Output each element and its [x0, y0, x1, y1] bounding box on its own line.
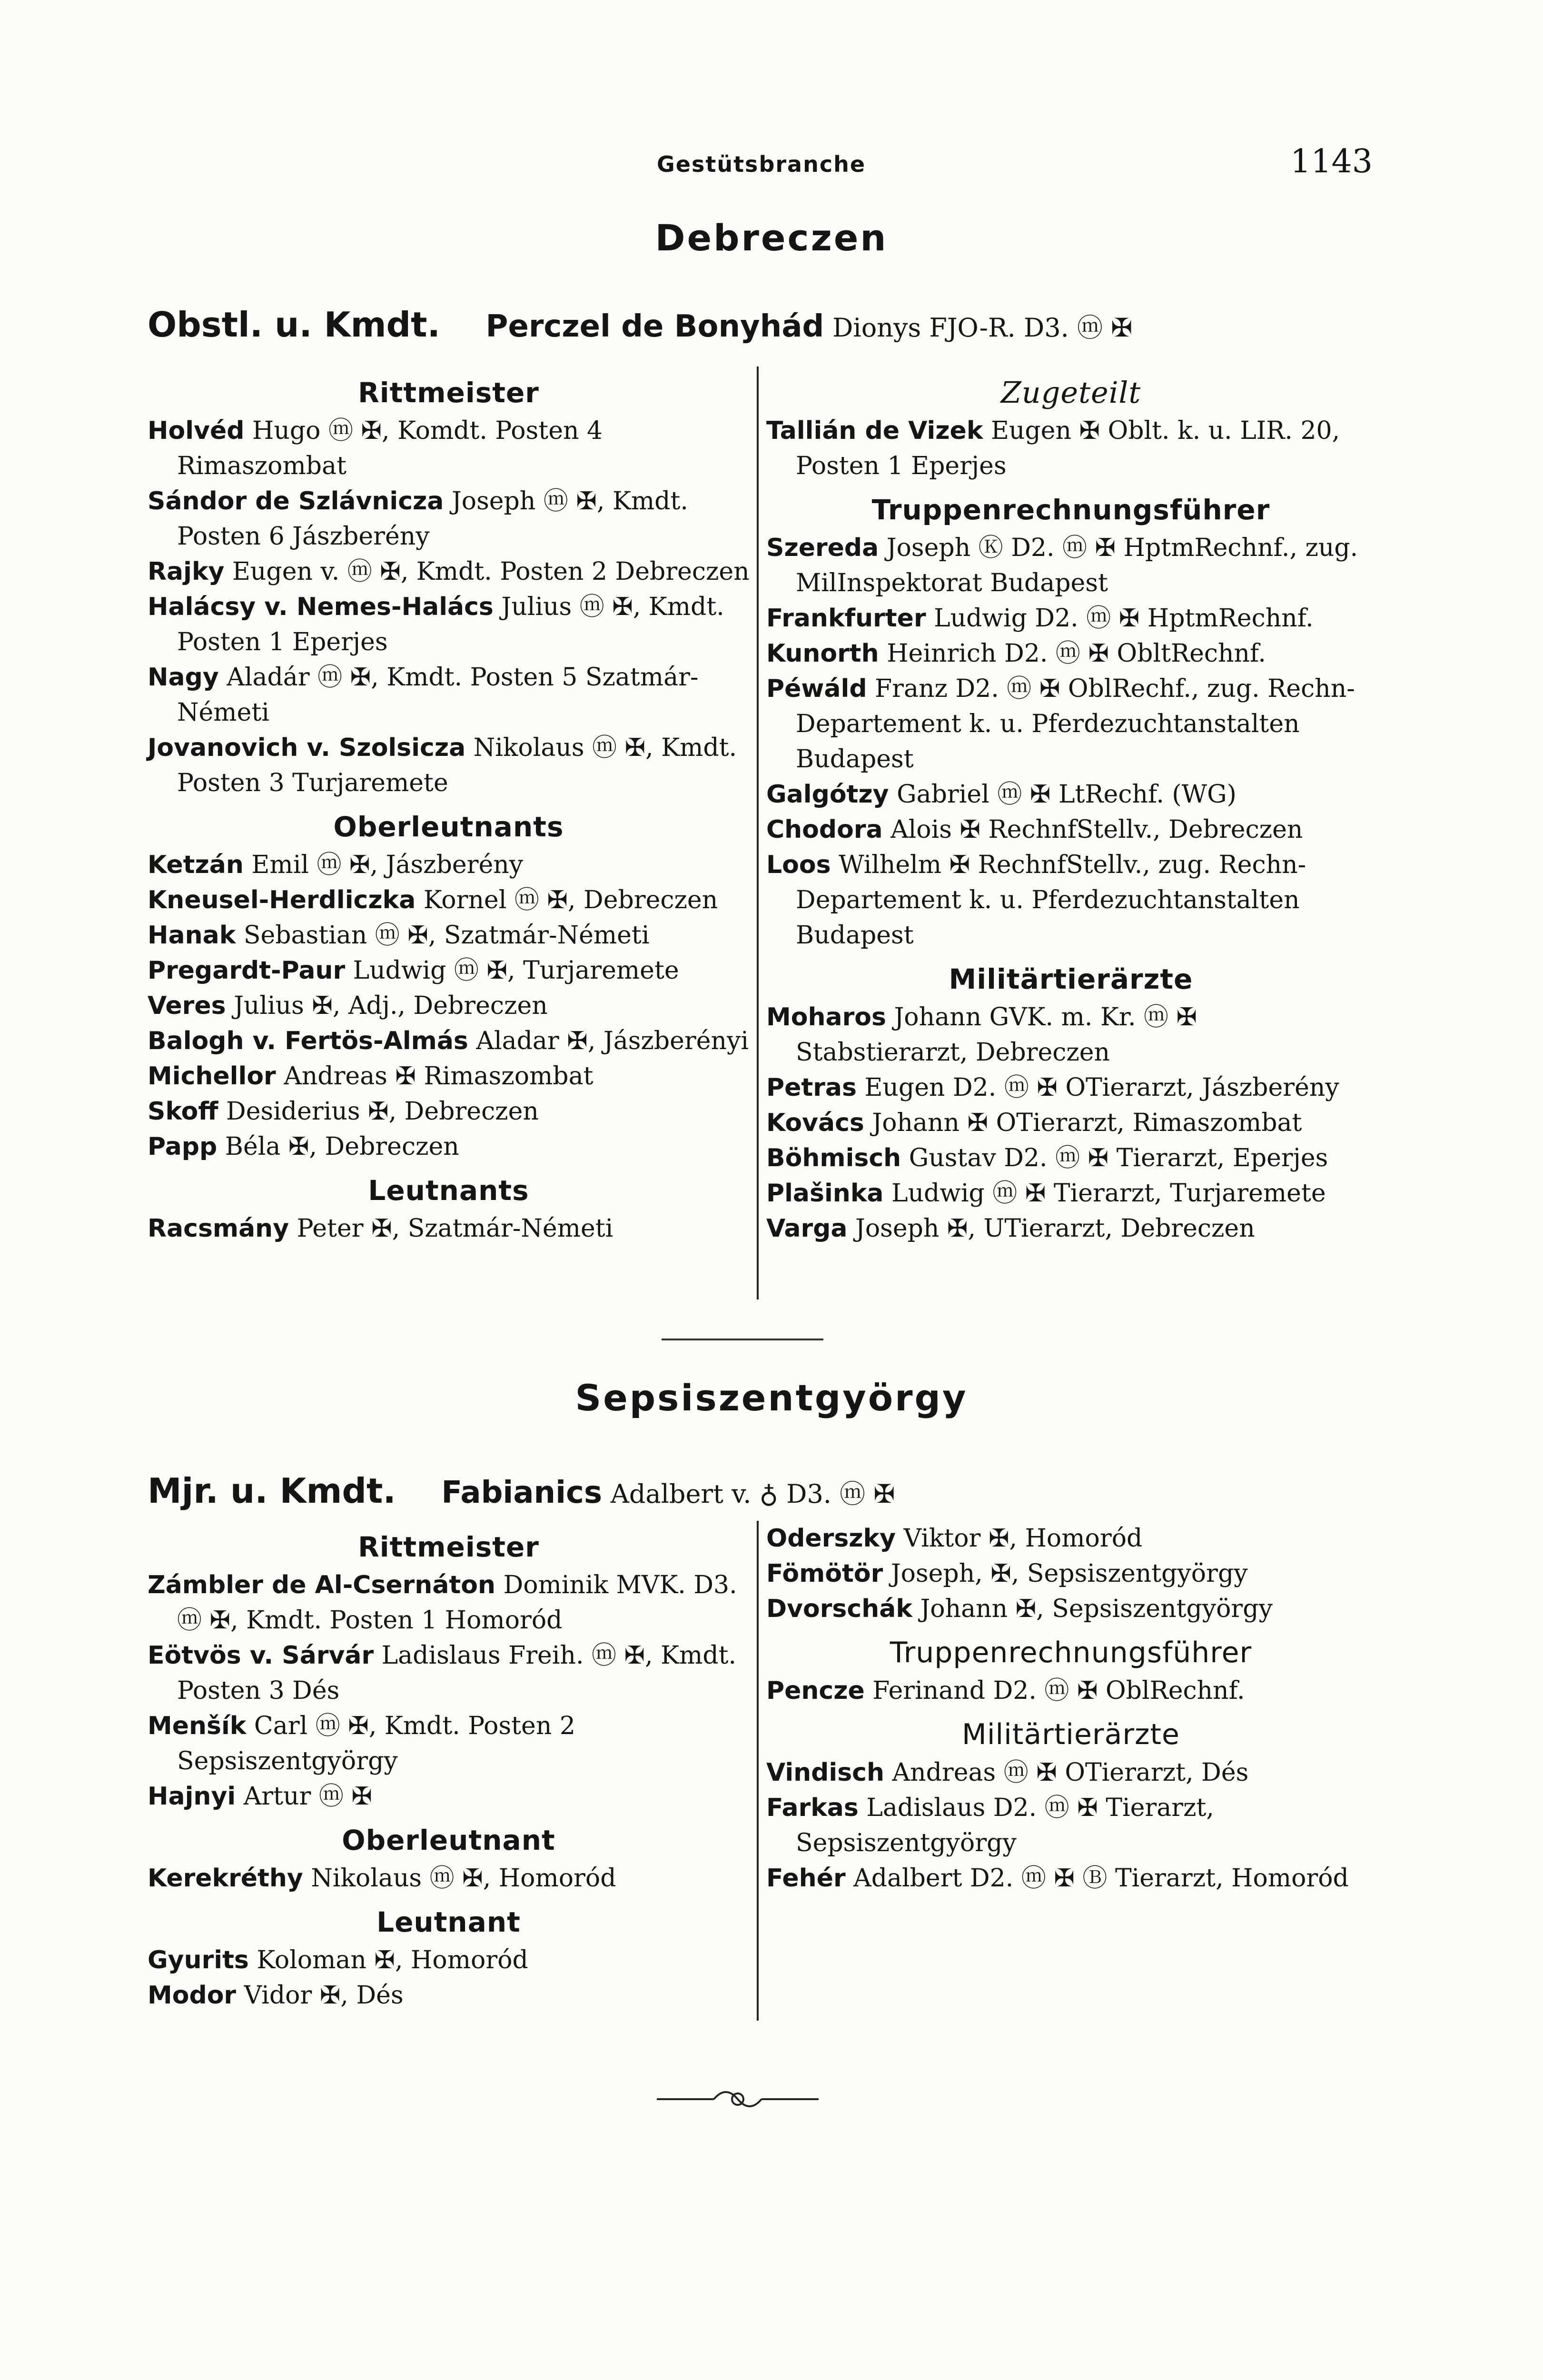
roster-entry [148, 1567, 750, 1638]
roster-entry [766, 777, 1375, 812]
person-surname: Fehér [766, 1864, 846, 1893]
section-divider [662, 1339, 823, 1340]
commander-line [148, 305, 1366, 345]
person-surname: Szereda [766, 534, 879, 562]
person-surname: Loos [766, 851, 831, 879]
person-surname: Hajnyi [148, 1782, 236, 1811]
person-details: Hugo ⓜ ✠, Komdt. Posten 4 Rimaszombat [177, 416, 603, 480]
section-heading: Truppenrechnungsführer [890, 1636, 1252, 1669]
person-details: Emil ⓜ ✠, Jászberény [251, 851, 524, 879]
commander-line [148, 1471, 1366, 1511]
person-details: Franz D2. ⓜ ✠ OblRechf., zug. Rechn-Departement k. u. Pferdezuchtanstalten Budapest [796, 674, 1355, 774]
person-surname: Frankfurter [766, 604, 926, 633]
commander-rank: Obstl. u. Kmdt. [148, 305, 440, 345]
person-details: Ludwig D2. ⓜ ✠ HptmRechnf. [934, 604, 1314, 633]
person-surname: Kunorth [766, 639, 879, 668]
roster-entry [148, 1978, 750, 2013]
roster-entry [148, 1861, 750, 1896]
roster-entry [148, 1779, 750, 1814]
roster-entry [148, 413, 750, 484]
roster-entry [148, 847, 750, 883]
person-details: Vidor ✠, Dés [244, 1981, 404, 2010]
person-surname: Michellor [148, 1062, 276, 1091]
person-surname: Péwáld [766, 674, 867, 703]
roster-entry [148, 1211, 750, 1246]
section-heading: Militärtierärzte [962, 1718, 1180, 1751]
person-surname: Moharos [766, 1003, 886, 1031]
city-heading: Debreczen [655, 217, 888, 259]
person-surname: Plašinka [766, 1179, 884, 1208]
person-details: Nikolaus ⓜ ✠, Kmdt. Posten 3 Turjaremete [177, 734, 737, 797]
person-surname: Kovács [766, 1109, 864, 1137]
person-surname: Papp [148, 1132, 218, 1161]
person-details: Joseph ✠, UTierarzt, Debreczen [855, 1214, 1255, 1243]
person-details: Ludwig ⓜ ✠, Turjaremete [353, 956, 679, 985]
roster-entry [148, 883, 750, 918]
end-ornament-icon [657, 2080, 819, 2118]
roster-entry [766, 1790, 1375, 1861]
roster-entry [766, 1105, 1375, 1140]
person-surname: Veres [148, 992, 226, 1020]
page-number: 1143 [1290, 143, 1373, 180]
roster-entry [766, 413, 1375, 484]
person-details: Johann GVK. m. Kr. ⓜ ✠ Stabstierarzt, Debreczen [796, 1003, 1197, 1067]
person-details: Gabriel ⓜ ✠ LtRechf. (WG) [897, 780, 1236, 809]
section-heading: Leutnant [376, 1906, 521, 1938]
left-column [148, 1521, 750, 2013]
person-surname: Holvéd [148, 416, 245, 445]
person-surname: Oderszky [766, 1524, 896, 1553]
person-surname: Dvorschák [766, 1595, 912, 1623]
section-heading: Truppenrechnungsführer [871, 494, 1270, 526]
person-details: Adalbert D2. ⓜ ✠ Ⓑ Tierarzt, Homoród [853, 1864, 1349, 1893]
person-surname: Nagy [148, 663, 219, 692]
roster-entry [766, 847, 1375, 953]
person-details: Eugen D2. ⓜ ✠ OTierarzt, Jászberény [864, 1073, 1339, 1102]
roster-entry [766, 1211, 1375, 1246]
roster-entry [766, 1591, 1375, 1626]
roster-entry [766, 1521, 1375, 1556]
city-heading: Sepsiszentgyörgy [575, 1377, 968, 1419]
person-details: Ludwig ⓜ ✠ Tierarzt, Turjaremete [891, 1179, 1326, 1208]
person-surname: Hanak [148, 921, 236, 950]
person-surname: Jovanovich v. Szolsicza [148, 734, 466, 762]
right-column [766, 1521, 1375, 1896]
column-divider [757, 367, 759, 1299]
person-details: Nikolaus ⓜ ✠, Homoród [311, 1864, 616, 1893]
person-details: Sebastian ⓜ ✠, Szatmár-Németi [243, 921, 650, 950]
roster-entry [148, 1129, 750, 1164]
section-heading: Oberleutnant [342, 1824, 555, 1856]
roster-entry [766, 1755, 1375, 1790]
person-details: Andreas ✠ Rimaszombat [284, 1062, 593, 1091]
roster-entry [148, 1059, 750, 1094]
section-heading: Leutnants [368, 1174, 529, 1207]
commander-details: Dionys FJO-R. D3. ⓜ ✠ [832, 313, 1133, 343]
person-details: Carl ⓜ ✠, Kmdt. Posten 2 Sepsiszentgyörgy [177, 1712, 575, 1775]
section-heading: Rittmeister [358, 1531, 539, 1563]
person-details: Alois ✠ RechnfStellv., Debreczen [890, 815, 1303, 844]
roster-entry [148, 589, 750, 660]
commander-details: Adalbert v. ♁ D3. ⓜ ✠ [610, 1479, 895, 1509]
roster-entry [766, 812, 1375, 847]
person-details: Béla ✠, Debreczen [225, 1132, 459, 1161]
person-details: Koloman ✠, Homoród [257, 1946, 528, 1974]
person-details: Eugen v. ⓜ ✠, Kmdt. Posten 2 Debreczen [232, 557, 750, 586]
section-heading: Oberleutnants [333, 811, 564, 843]
person-surname: Kneusel-Herdliczka [148, 886, 416, 914]
roster-entry [766, 1176, 1375, 1211]
person-surname: Chodora [766, 815, 883, 844]
person-details: Aladár ⓜ ✠, Kmdt. Posten 5 Szatmár-Németi [177, 663, 699, 727]
person-surname: Rajky [148, 557, 225, 586]
person-details: Viktor ✠, Homoród [903, 1524, 1143, 1553]
section-heading: Rittmeister [358, 377, 539, 409]
person-details: Julius ⓜ ✠, Kmdt. Posten 1 Eperjes [177, 593, 724, 656]
person-surname: Farkas [766, 1794, 859, 1822]
roster-entry [766, 1673, 1375, 1708]
person-surname: Petras [766, 1073, 857, 1102]
person-details: Ferinand D2. ⓜ ✠ OblRechnf. [872, 1676, 1245, 1705]
person-surname: Böhmisch [766, 1144, 901, 1172]
roster-entry [148, 1638, 750, 1708]
person-details: Kornel ⓜ ✠, Debreczen [423, 886, 718, 914]
person-surname: Menšík [148, 1712, 247, 1740]
roster-entry [148, 953, 750, 988]
column-divider [757, 1521, 759, 2021]
section-heading: Zugeteilt [1000, 375, 1141, 410]
person-details: Joseph ⓜ ✠, Kmdt. Posten 6 Jászberény [177, 487, 688, 551]
roster-entry [766, 671, 1375, 777]
page-header [0, 143, 1543, 181]
person-surname: Sándor de Szlávnicza [148, 487, 444, 516]
person-surname: Pregardt-Paur [148, 956, 346, 985]
person-surname: Kerekréthy [148, 1864, 303, 1893]
person-details: Artur ⓜ ✠ [243, 1782, 373, 1811]
roster-entry [148, 1023, 750, 1059]
roster-entry [766, 1140, 1375, 1176]
roster-entry [148, 988, 750, 1023]
roster-entry [148, 554, 750, 589]
person-surname: Fömötör [766, 1559, 883, 1588]
right-column [766, 367, 1375, 1246]
person-surname: Halácsy v. Nemes-Halács [148, 593, 494, 621]
section-heading: Militärtierärzte [949, 963, 1193, 995]
person-surname: Racsmány [148, 1214, 289, 1243]
person-details: Ladislaus D2. ⓜ ✠ Tierarzt, Sepsiszentgyörgy [796, 1794, 1214, 1857]
roster-entry [148, 730, 750, 801]
person-details: Wilhelm ✠ RechnfStellv., zug. Rechn-Departement k. u. Pferdezuchtanstalten Budapest [796, 851, 1306, 950]
person-surname: Vindisch [766, 1758, 885, 1787]
person-surname: Balogh v. Fertös-Almás [148, 1027, 468, 1055]
commander-name: Perczel de Bonyhád [485, 309, 824, 344]
commander-name: Fabianics [441, 1475, 603, 1510]
person-surname: Zámbler de Al-Csernáton [148, 1571, 496, 1599]
person-surname: Galgótzy [766, 780, 889, 809]
person-details: Johann ✠ OTierarzt, Rimaszombat [872, 1109, 1302, 1137]
roster-entry [766, 636, 1375, 671]
person-surname: Varga [766, 1214, 848, 1243]
person-details: Heinrich D2. ⓜ ✠ ObltRechnf. [887, 639, 1266, 668]
running-head: Gestütsbranche [657, 151, 866, 177]
roster-entry [766, 530, 1375, 601]
roster-entry [148, 918, 750, 953]
person-surname: Eötvös v. Sárvár [148, 1641, 374, 1670]
roster-entry [766, 1556, 1375, 1591]
person-details: Eugen ✠ Oblt. k. u. LIR. 20, Posten 1 Eperjes [796, 416, 1340, 480]
person-surname: Gyurits [148, 1946, 249, 1974]
person-surname: Pencze [766, 1676, 865, 1705]
roster-entry [766, 1861, 1375, 1896]
person-details: Johann ✠, Sepsiszentgyörgy [920, 1595, 1273, 1623]
person-details: Julius ✠, Adj., Debreczen [234, 992, 548, 1020]
roster-entry [148, 484, 750, 554]
roster-entry [766, 601, 1375, 636]
person-details: Dominik MVK. D3. ⓜ ✠, Kmdt. Posten 1 Homoród [177, 1571, 737, 1635]
person-surname: Modor [148, 1981, 237, 2010]
person-details: Gustav D2. ⓜ ✠ Tierarzt, Eperjes [909, 1144, 1328, 1172]
person-surname: Tallián de Vizek [766, 416, 983, 445]
person-details: Desiderius ✠, Debreczen [226, 1097, 539, 1126]
person-details: Joseph Ⓚ D2. ⓜ ✠ HptmRechnf., zug. MilInspektorat Budapest [796, 534, 1358, 597]
roster-entry [148, 660, 750, 730]
person-details: Peter ✠, Szatmár-Németi [297, 1214, 613, 1243]
person-details: Joseph, ✠, Sepsiszentgyörgy [890, 1559, 1248, 1588]
person-details: Ladislaus Freih. ⓜ ✠, Kmdt. Posten 3 Dés [177, 1641, 737, 1705]
person-surname: Skoff [148, 1097, 218, 1126]
person-surname: Ketzán [148, 851, 244, 879]
roster-entry [148, 1708, 750, 1779]
roster-entry [766, 1000, 1375, 1070]
left-column [148, 367, 750, 1246]
commander-rank: Mjr. u. Kmdt. [148, 1471, 396, 1511]
person-details: Aladar ✠, Jászberényi [476, 1027, 749, 1055]
roster-entry [148, 1094, 750, 1129]
roster-entry [766, 1070, 1375, 1105]
roster-entry [148, 1943, 750, 1978]
person-details: Andreas ⓜ ✠ OTierarzt, Dés [892, 1758, 1249, 1787]
